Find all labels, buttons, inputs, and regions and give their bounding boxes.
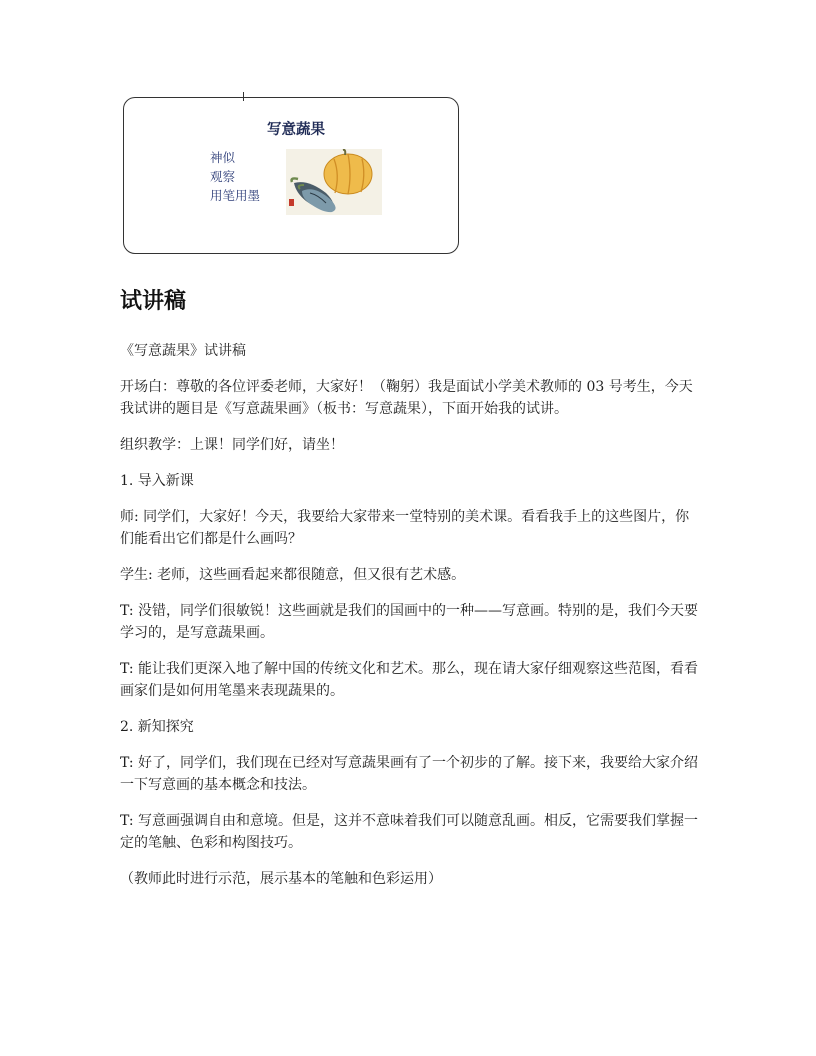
- board-tick: [243, 92, 244, 101]
- board-item: 神似: [210, 150, 236, 165]
- paragraph: 学生: 老师，这些画看起来都很随意，但又很有艺术感。: [120, 567, 466, 583]
- board-item: 观察: [210, 169, 236, 184]
- paragraph-note: （教师此时进行示范，展示基本的笔触和色彩运用）: [120, 871, 442, 887]
- section-heading-intro: 1. 导入新课: [120, 473, 194, 489]
- seal-stamp: [289, 199, 294, 206]
- paragraph-opening: 开场白：尊敬的各位评委老师，大家好！（鞠躬）我是面试小学美术教师的 03 号考生，今天我试讲的题目是《写意蔬果画》（板书：写意蔬果），下面开始我的试讲。: [120, 379, 693, 417]
- board-list: [210, 148, 260, 205]
- section-heading-explore: 2. 新知探究: [120, 719, 194, 735]
- board-title: 写意蔬果: [267, 122, 325, 138]
- lecture-content: [120, 340, 700, 904]
- pumpkin-shape: [324, 154, 372, 194]
- paragraph: T: 好了，同学们，我们现在已经对写意蔬果画有了一个初步的了解。接下来，我要给大家介绍一下写意画的基本概念和技法。: [120, 755, 699, 793]
- paragraph: T: 写意画强调自由和意境。但是，这并不意味着我们可以随意乱画。相反，它需要我们掌握一定的笔触、色彩和构图技巧。: [120, 813, 699, 851]
- paragraph: T: 能让我们更深入地了解中国的传统文化和艺术。那么，现在请大家仔细观察这些范图，看看画家们是如何用笔墨来表现蔬果的。: [120, 661, 699, 699]
- paragraph-organize: 组织教学：上课！同学们好，请坐！: [120, 437, 344, 453]
- paragraph: 师: 同学们，大家好！今天，我要给大家带来一堂特别的美术课。看看我手上的这些图片，你们能看出它们都是什么画吗？: [120, 509, 690, 547]
- page-heading: 试讲稿: [120, 289, 187, 314]
- paragraph: T: 没错，同学们很敏锐！这些画就是我们的国画中的一种——写意画。特别的是，我们今天要学习的，是写意蔬果画。: [120, 603, 699, 641]
- blackboard-box: [123, 97, 459, 254]
- board-item: 用笔用墨: [210, 188, 261, 203]
- doc-subtitle: 《写意蔬果》试讲稿: [120, 343, 246, 359]
- vegetable-painting-image: [286, 149, 382, 215]
